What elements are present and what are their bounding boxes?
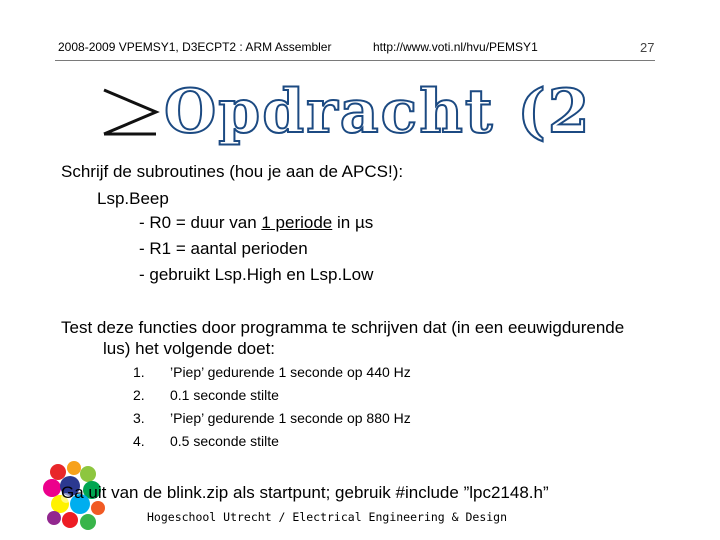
step-text: 0.5 seconde stilte [170,433,279,449]
slide-title [100,77,592,147]
param-r0 [139,213,373,233]
instruction-line: Schrijf de subroutines (hou je aan de APCS!): [61,162,404,181]
arrow-bullet-icon [100,84,160,140]
param-r0-pre: - R0 = duur van [139,213,262,232]
page-number: 27 [640,40,655,55]
param-r0-post: in µs [332,213,374,232]
param-r0-underlined: 1 periode [261,213,333,232]
test-line-2: lus) het volgende doet: [103,339,276,358]
param-r1: - R1 = aantal perioden [139,239,308,258]
step-text: 0.1 seconde stilte [170,387,279,403]
step-text: ’Piep’ gedurende 1 seconde op 440 Hz [170,364,411,380]
test-line-1: Test deze functies door programma te schrijven dat (in een eeuwigdurende [61,318,625,337]
step-number: 1. [133,364,145,380]
step-number: 3. [133,410,145,426]
note-line: Ga uit van de blink.zip als startpunt; gebruik #include ”lpc2148.h” [61,483,549,502]
title-text: Opdracht (2 [164,77,592,147]
step-text: ’Piep’ gedurende 1 seconde op 880 Hz [170,410,411,426]
uses-line: - gebruikt Lsp.High en Lsp.Low [139,265,374,284]
header-url: http://www.voti.nl/hvu/PEMSY1 [373,40,538,54]
subroutine-name: Lsp.Beep [97,189,169,208]
header-divider [55,60,655,61]
header-course: 2008-2009 VPEMSY1, D3ECPT2 : ARM Assembler [58,40,332,54]
step-number: 2. [133,387,145,403]
step-number: 4. [133,433,145,449]
footer-institution: Hogeschool Utrecht / Electrical Engineering & Design [147,510,508,524]
